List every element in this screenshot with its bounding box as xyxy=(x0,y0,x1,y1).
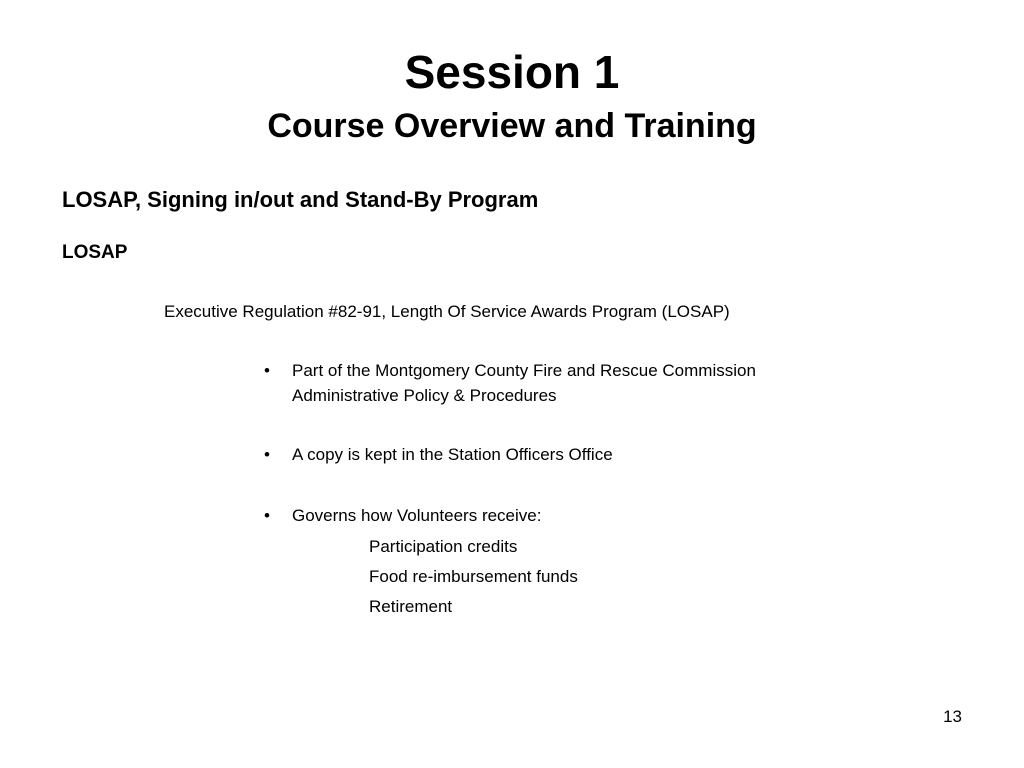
page-number: 13 xyxy=(943,707,962,726)
bullet-icon: • xyxy=(264,361,270,380)
sub-item: Participation credits xyxy=(369,537,518,556)
section-heading: LOSAP, Signing in/out and Stand-By Program xyxy=(62,187,539,212)
bullet-icon: • xyxy=(264,445,270,464)
subsection-heading: LOSAP xyxy=(62,242,128,263)
bullet-text: Part of the Montgomery County Fire and Rescue Commission Administrative Policy & Procedures xyxy=(292,361,756,405)
bullet-text: Governs how Volunteers receive: xyxy=(292,506,542,525)
sub-item: Retirement xyxy=(369,597,453,616)
regulation-text: Executive Regulation #82-91, Length Of Service Awards Program (LOSAP) xyxy=(164,302,730,321)
sub-item-list xyxy=(369,532,578,622)
slide-subtitle: Course Overview and Training xyxy=(267,107,757,145)
bullet-text: A copy is kept in the Station Officers Office xyxy=(292,445,613,464)
slide-title: Session 1 xyxy=(404,46,620,98)
bullet-icon: • xyxy=(264,506,270,525)
sub-item: Food re-imbursement funds xyxy=(369,567,578,586)
